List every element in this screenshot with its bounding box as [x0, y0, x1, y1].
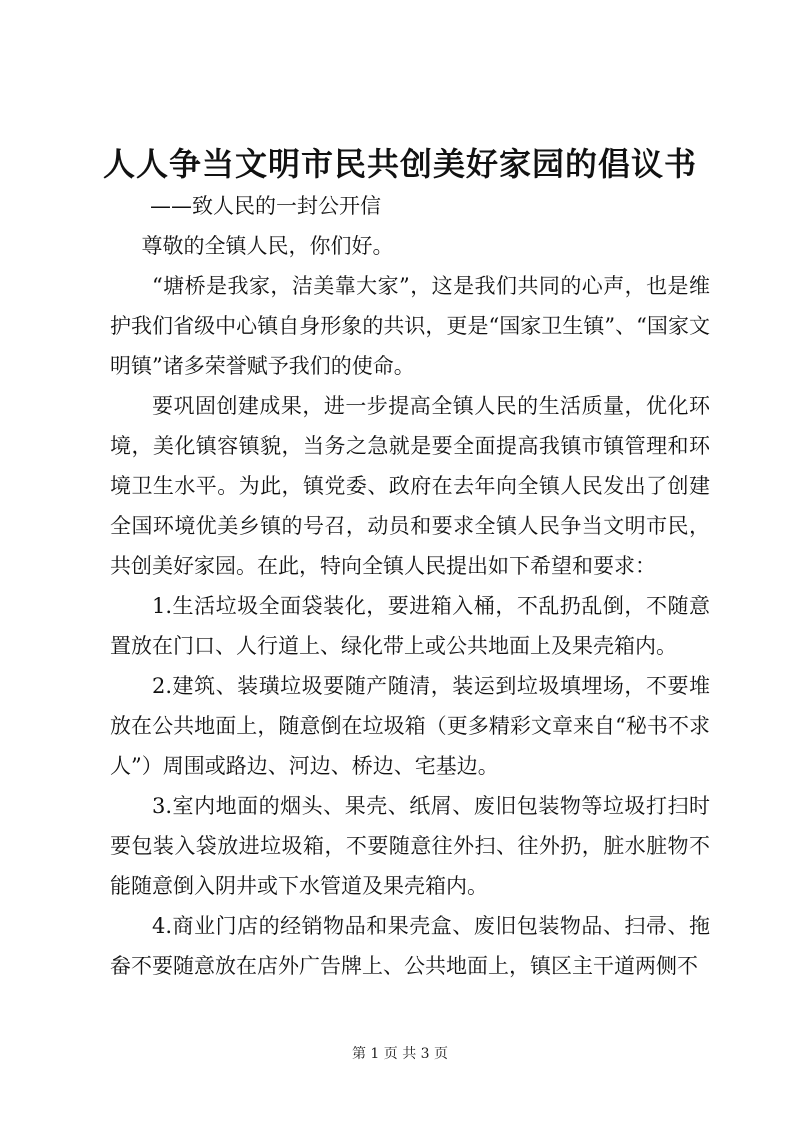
list-item-paragraph: 4.商业门店的经销物品和果壳盒、废旧包装物品、扫帚、拖畚不要随意放在店外广告牌上、公共地面上，镇区主干道两侧不	[110, 914, 710, 978]
document-subtitle: ——致人民的一封公开信	[150, 194, 381, 218]
page-footer: 第 1 页 共 3 页	[351, 1046, 449, 1062]
list-item-paragraph: 1.生活垃圾全面袋装化，要进箱入桶，不乱扔乱倒，不随意置放在门口、人行道上、绿化带上或公共地面上及果壳箱内。	[110, 594, 710, 658]
greeting-paragraph: 尊敬的全镇人民，你们好。	[141, 234, 394, 258]
body-paragraph: “塘桥是我家，洁美靠大家”，这是我们共同的心声，也是维护我们省级中心镇自身形象的共识，更是“国家卫生镇”、“国家文明镇”诸多荣誉赋予我们的使命。	[110, 274, 710, 378]
list-item-paragraph: 2.建筑、装璜垃圾要随产随清，装运到垃圾填埋场，不要堆放在公共地面上，随意倒在垃圾箱（更多精彩文章来自“秘书不求人”）周围或路边、河边、桥边、宅基边。	[110, 674, 710, 778]
list-item-paragraph: 3.室内地面的烟头、果壳、纸屑、废旧包装物等垃圾打扫时要包装入袋放进垃圾箱，不要随意往外扫、往外扔，脏水脏物不能随意倒入阴井或下水管道及果壳箱内。	[110, 794, 710, 898]
document-body	[110, 226, 710, 986]
body-paragraph: 要巩固创建成果，进一步提高全镇人民的生活质量，优化环境，美化镇容镇貌，当务之急就是要全面提高我镇市镇管理和环境卫生水平。为此，镇党委、政府在去年向全镇人民发出了创建全国环境优美乡镇的号召，动员和要求全镇人民争当文明市民，共创美好家园。在此，特向全镇人民提出如下希望和要求：	[110, 394, 710, 578]
document-title: 人人争当文明市民共创美好家园的倡议书	[102, 145, 697, 183]
